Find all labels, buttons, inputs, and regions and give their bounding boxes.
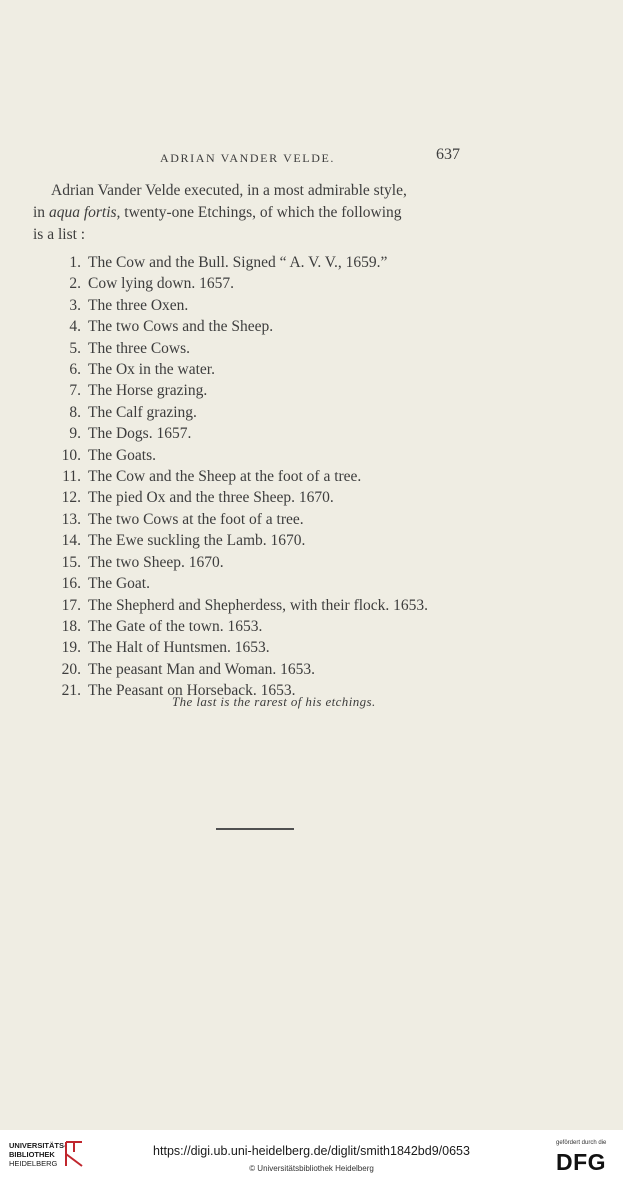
page-number: 637 — [436, 146, 460, 163]
etching-number: 6. — [69, 361, 81, 379]
ornamental-rule — [216, 828, 294, 830]
etching-title: The two Sheep. 1670. — [88, 553, 224, 571]
intro-line-2-prefix: in — [33, 204, 49, 221]
intro-paragraph — [33, 180, 488, 246]
etching-title: The Goats. — [88, 446, 157, 464]
etching-list-item — [37, 402, 428, 423]
closing-note: The last is the rarest of his etchings. — [172, 694, 376, 709]
etching-number: 1. — [69, 254, 81, 271]
etching-title: The Peasant on Horseback. 1653. — [88, 682, 296, 700]
etching-list-item — [37, 487, 428, 508]
etching-list-item — [37, 295, 428, 316]
etching-list-item — [37, 595, 428, 616]
etching-title: The two Cows at the foot of a tree. — [88, 510, 304, 528]
etching-number: 19. — [61, 639, 81, 657]
etching-number: 12. — [61, 489, 81, 507]
etching-title: The Ox in the water. — [88, 361, 215, 379]
etching-list-item — [37, 530, 428, 551]
etching-number: 7. — [69, 382, 81, 400]
etching-number: 2. — [69, 275, 81, 293]
etching-list-item — [37, 466, 428, 487]
etching-number: 4. — [69, 318, 81, 336]
etching-title: The three Cows. — [88, 339, 191, 357]
etching-number: 15. — [61, 553, 81, 571]
etching-title: The Calf grazing. — [88, 403, 197, 421]
etching-title: Cow lying down. 1657. — [88, 275, 234, 293]
etching-number: 10. — [61, 446, 81, 464]
etching-title: The Cow and the Bull. Signed “ A. V. V., 1659.” — [88, 254, 388, 271]
etching-title: The peasant Man and Woman. 1653. — [88, 660, 316, 678]
intro-line-3: is a list : — [33, 226, 86, 243]
etching-title: The Cow and the Sheep at the foot of a tree. — [88, 468, 362, 486]
etching-list-item — [37, 573, 428, 594]
copyright-notice: © Universitätsbibliothek Heidelberg — [249, 1164, 374, 1173]
intro-italic-term: aqua fortis, — [48, 204, 121, 221]
etching-list-item — [37, 380, 428, 401]
etching-list-item — [37, 338, 428, 359]
etching-number: 5. — [69, 339, 81, 357]
etching-title: The pied Ox and the three Sheep. 1670. — [88, 489, 334, 507]
etching-number: 20. — [61, 660, 81, 678]
etching-title: The Dogs. 1657. — [88, 425, 192, 443]
etching-list-item — [37, 445, 428, 466]
library-name-line-2: BIBLIOTHEK — [9, 1150, 55, 1159]
etching-title: The Horse grazing. — [88, 382, 208, 400]
running-header-title: ADRIAN VANDER VELDE. — [160, 151, 336, 165]
intro-line-1: Adrian Vander Velde executed, in a most admirable style, — [51, 182, 407, 199]
intro-line-2 — [33, 202, 488, 224]
dfg-logo-text: DFG — [556, 1149, 607, 1175]
etching-number: 17. — [61, 596, 81, 614]
etching-list-item — [37, 637, 428, 658]
intro-line-2-suffix: twenty-one Etchings, of which the following — [120, 204, 402, 221]
etching-title: The Halt of Huntsmen. 1653. — [88, 639, 270, 657]
funded-by-label: gefördert durch die — [556, 1140, 607, 1146]
etching-list-item — [37, 252, 428, 273]
etching-number: 3. — [69, 296, 81, 314]
etching-title: The Shepherd and Shepherdess, with their flock. 1653. — [88, 596, 429, 614]
etchings-list — [37, 252, 428, 702]
etching-list-item — [37, 659, 428, 680]
etching-number: 14. — [61, 532, 81, 550]
etching-number: 11. — [62, 468, 81, 486]
etching-list-item — [37, 316, 428, 337]
etching-title: The Ewe suckling the Lamb. 1670. — [88, 532, 306, 550]
etching-number: 21. — [61, 682, 81, 700]
etching-number: 18. — [61, 617, 81, 635]
etching-number: 16. — [61, 575, 81, 593]
library-name-line-1: UNIVERSITÄTS- — [9, 1141, 67, 1150]
etching-number: 13. — [61, 510, 81, 528]
etching-title: The Gate of the town. 1653. — [88, 617, 263, 635]
etching-title: The Goat. — [88, 575, 150, 593]
etching-number: 9. — [69, 425, 81, 443]
etching-number: 8. — [69, 403, 81, 421]
footer-bar — [0, 1130, 623, 1182]
etching-list-item — [37, 552, 428, 573]
etching-list-item — [37, 616, 428, 637]
permalink-url[interactable]: https://digi.ub.uni-heidelberg.de/diglit/smith1842bd9/0653 — [153, 1144, 470, 1158]
library-name-line-3: HEIDELBERG — [9, 1159, 58, 1168]
etching-list-item — [37, 509, 428, 530]
etching-list-item — [37, 273, 428, 294]
etching-list-item — [37, 423, 428, 444]
etching-list-item — [37, 359, 428, 380]
etching-title: The two Cows and the Sheep. — [88, 318, 274, 336]
etching-title: The three Oxen. — [88, 296, 189, 314]
